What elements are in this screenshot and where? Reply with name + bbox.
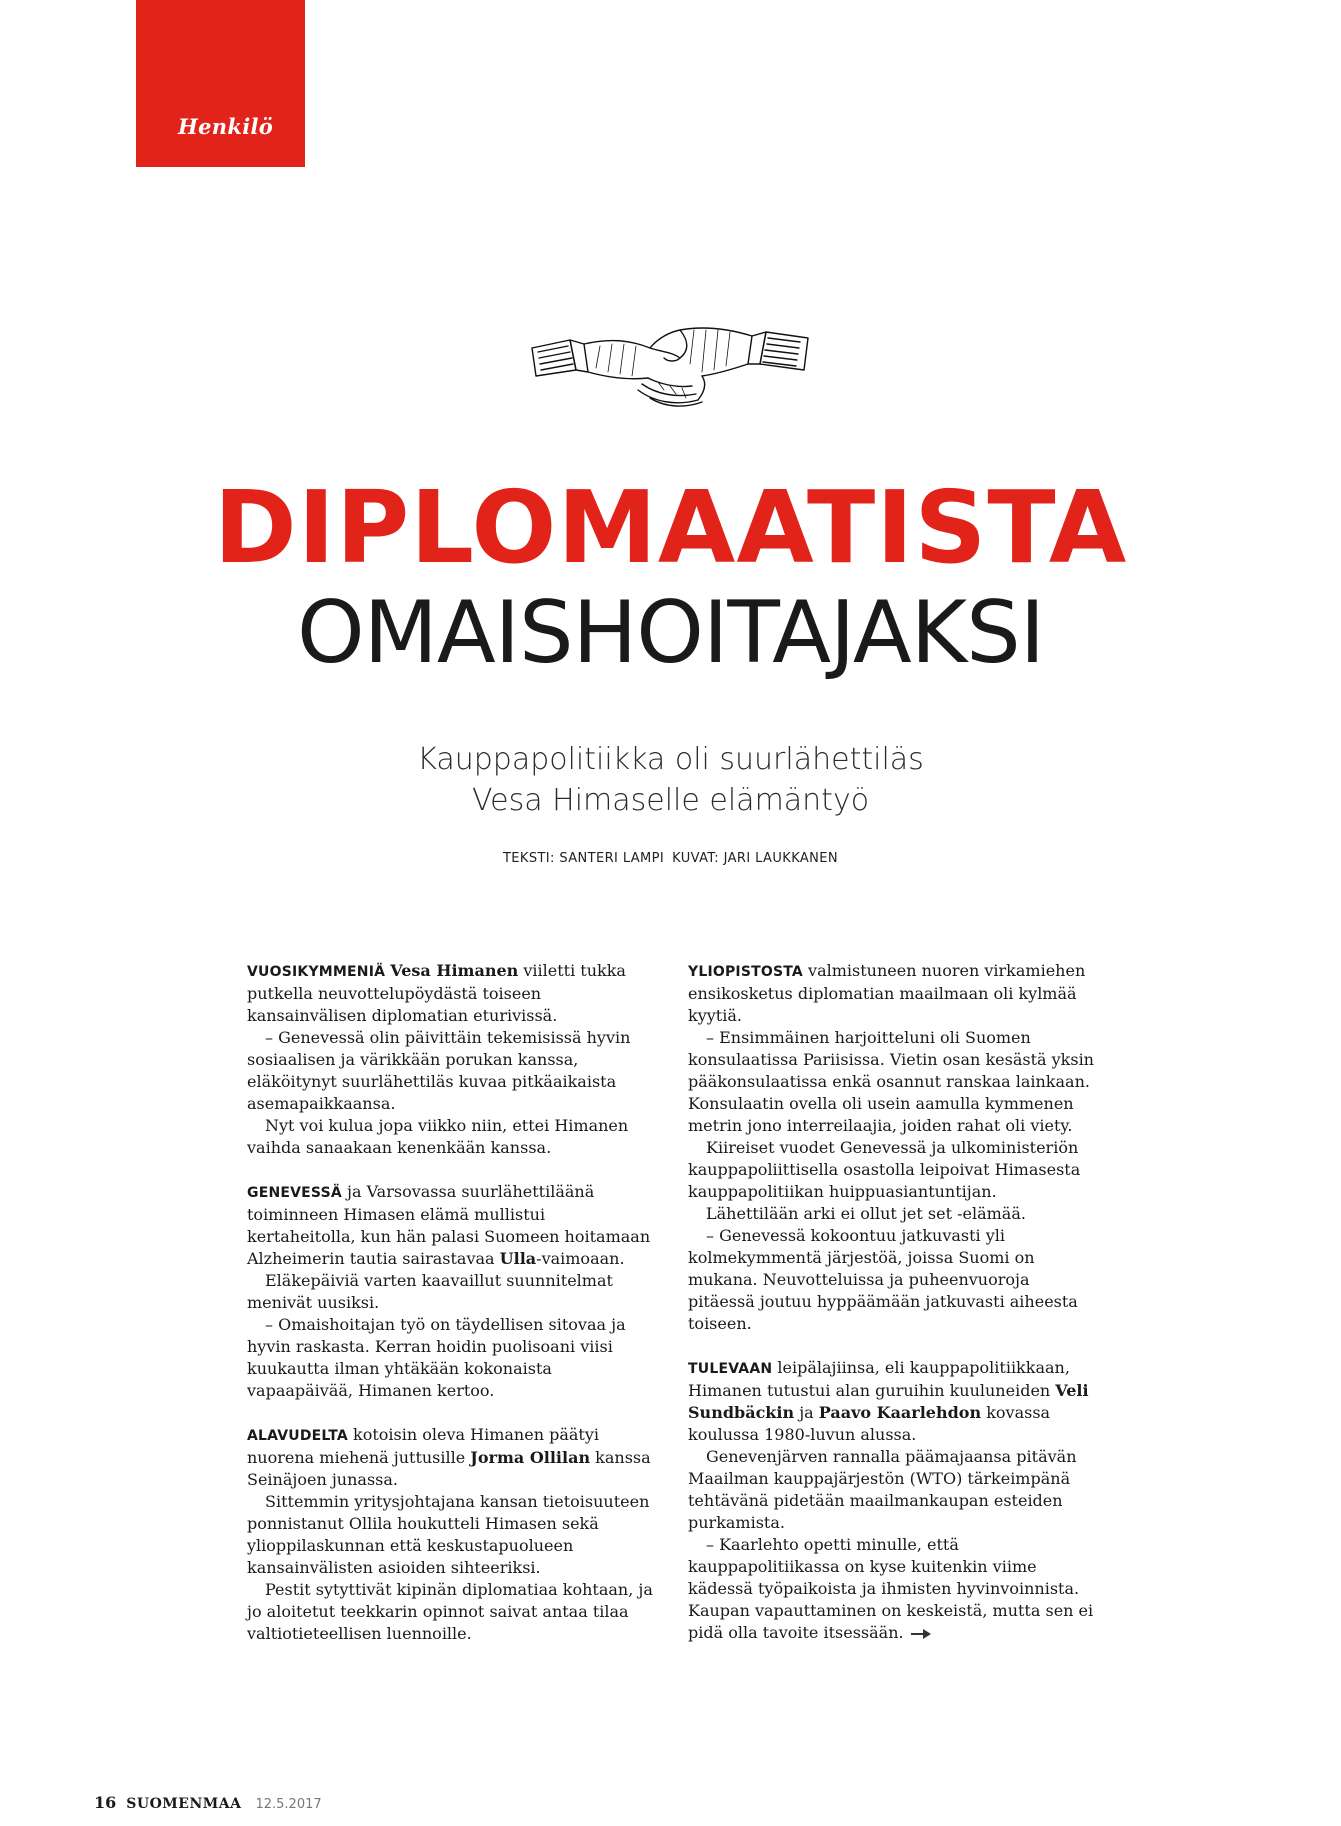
paragraph-text: – Kaarlehto opetti minulle, että kauppapolitiikassa on kyse kuitenkin viime kädessä työpaikoista ja ihmisten hyvinvoinnista. Kaupan vapauttaminen on keskeistä, mutta sen ei pidä olla tavoite itsessään. bbox=[688, 1535, 1094, 1642]
paragraph-text: ja bbox=[794, 1403, 819, 1422]
person-name: Paavo Kaarlehdon bbox=[818, 1403, 982, 1422]
lead-word: TULEVAAN bbox=[688, 1361, 773, 1377]
article-column-right bbox=[688, 960, 1096, 1644]
lead-word: YLIOPISTOSTA bbox=[688, 964, 803, 980]
paragraph: Genevenjärven rannalla päämajaansa pitävän Maailman kauppajärjestön (WTO) tärkeimpänä tehtävänä pidetään maailmankaupan esteiden purkamista. bbox=[688, 1447, 1077, 1532]
lead-word: ALAVUDELTA bbox=[247, 1428, 348, 1444]
paragraph-text: viiletti tukka putkella neuvottelupöydästä toiseen kansainvälisen diplomatian eturivissä. bbox=[247, 961, 626, 1025]
paragraph bbox=[688, 960, 1096, 1027]
paragraph: – Ensimmäinen harjoitteluni oli Suomen konsulaatissa Pariisissa. Vietin osan kesästä yksin pääkonsulaatissa enkä osannut ranskaa lainkaan. Konsulaatin ovella oli usein aamulla kymmenen metrin jono interreilaajia, joiden rahat oli viety. bbox=[688, 1028, 1094, 1135]
page-number: 16 bbox=[94, 1793, 117, 1812]
paragraph-text: kotoisin oleva Himanen päätyi nuorena miehenä juttusille bbox=[247, 1425, 599, 1467]
paragraph-text: leipälajiinsa, eli kauppapolitiikkaan, Himanen tutustui alan guruihin kuuluneiden bbox=[688, 1358, 1070, 1400]
person-name: Ulla bbox=[499, 1249, 537, 1268]
paragraph bbox=[247, 1424, 655, 1491]
page-footer bbox=[94, 1793, 322, 1812]
byline-photos: KUVAT: JARI LAUKKANEN bbox=[672, 851, 839, 866]
subtitle-line2: Vesa Himaselle elämäntyö bbox=[471, 783, 870, 818]
paragraph bbox=[247, 960, 655, 1027]
subtitle-line1: Kauppapolitiikka oli suurlähettiläs bbox=[417, 742, 924, 777]
paragraph: – Omaishoitajan työ on täydellisen sitovaa ja hyvin raskasta. Kerran hoidin puolisoani viisi kuukautta ilman yhtäkään kokonaista vapaapäivää, Himanen kertoo. bbox=[247, 1315, 626, 1400]
paragraph-text: kanssa Seinäjoen junassa. bbox=[247, 1448, 651, 1489]
paragraph: Eläkepäiviä varten kaavaillut suunnitelmat menivät uusiksi. bbox=[247, 1271, 613, 1312]
byline-author: TEKSTI: SANTERI LAMPI bbox=[502, 851, 665, 866]
byline bbox=[0, 851, 1341, 866]
subtitle bbox=[0, 739, 1341, 821]
paragraph: Kiireiset vuodet Genevessä ja ulkoministeriön kauppapoliittisella osastolla leipoivat Himasesta kauppapolitiikan huippuasiantuntijan. bbox=[688, 1138, 1081, 1201]
paragraph-text: valmistuneen nuoren virkamiehen ensikosketus diplomatian maailmaan oli kylmää kyytiä. bbox=[688, 961, 1086, 1025]
paragraph: – Genevessä olin päivittäin tekemisissä hyvin sosiaalisen ja värikkään porukan kanssa, eläköitynyt suurlähettiläs kuvaa pitkäaikaista asemapaikkaansa. bbox=[247, 1028, 631, 1113]
paragraph-text: kovassa koulussa 1980-luvun alussa. bbox=[688, 1403, 1051, 1444]
lead-word: VUOSIKYMMENIÄ bbox=[247, 964, 386, 980]
person-name: Veli Sundbäckin bbox=[688, 1381, 1089, 1422]
person-name: Jorma Ollilan bbox=[470, 1448, 591, 1467]
paragraph-text: -vaimoaan. bbox=[536, 1249, 625, 1268]
person-name: Vesa Himanen bbox=[390, 961, 519, 980]
paragraph-text: ja Varsovassa suurlähettiläänä toiminneen Himasen elämä mullistui kertaheitolla, kun hän palasi Suomeen hoitamaan Alzheimerin tautia sairastavaa bbox=[247, 1182, 651, 1268]
paragraph: – Genevessä kokoontuu jatkuvasti yli kolmekymmentä järjestöä, joissa Suomi on mukana. Neuvotteluissa ja puheenvuoroja pitäessä joutuu hyppäämään jatkuvasti aiheesta toiseen. bbox=[688, 1226, 1078, 1333]
paragraph bbox=[688, 1534, 1096, 1644]
paragraph: Nyt voi kulua jopa viikko niin, ettei Himanen vaihda sanaakaan kenenkään kanssa. bbox=[247, 1116, 629, 1157]
article-column-left bbox=[247, 960, 655, 1645]
section-tab bbox=[136, 0, 305, 167]
issue-date: 12.5.2017 bbox=[255, 1797, 322, 1812]
headline-line1: DIPLOMAATISTA bbox=[213, 469, 1128, 586]
handshake-icon bbox=[530, 318, 810, 410]
headline-line2: OMAISHOITAJAKSI bbox=[296, 583, 1045, 683]
paragraph: Lähettilään arki ei ollut jet set -elämää. bbox=[706, 1204, 1026, 1223]
magazine-name: SUOMENMAA bbox=[126, 1796, 242, 1812]
section-label: Henkilö bbox=[178, 114, 274, 139]
paragraph: Sittemmin yritysjohtajana kansan tietoisuuteen ponnistanut Ollila houkutteli Himasen sekä ylioppilaskunnan että keskustapuolueen kansainvälisten asioiden sihteeriksi. bbox=[247, 1492, 650, 1577]
paragraph: Pestit sytyttivät kipinän diplomatiaa kohtaan, ja jo aloitetut teekkarin opinnot saivat antaa tilaa valtiotieteellisen luennoille. bbox=[247, 1580, 653, 1643]
paragraph bbox=[688, 1357, 1096, 1446]
paragraph bbox=[247, 1181, 655, 1270]
lead-word: GENEVESSÄ bbox=[247, 1185, 342, 1201]
arrow-right-icon bbox=[910, 1628, 932, 1640]
